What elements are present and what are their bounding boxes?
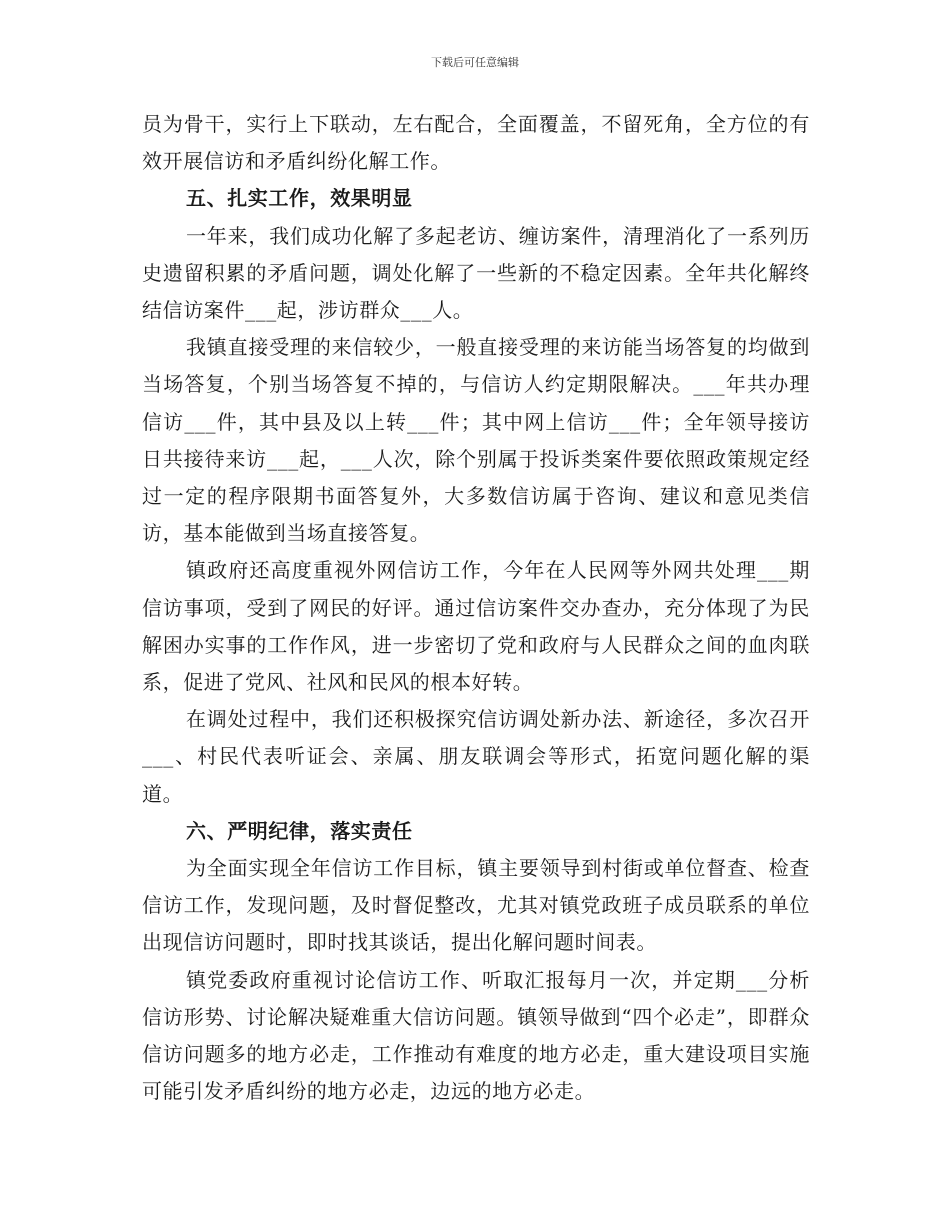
paragraph-leadership-supervision: 为全面实现全年信访工作目标，镇主要领导到村街或单位督查、检查信访工作，发现问题，及时督促整改，尤其对镇党政班子成员联系的单位出现信访问题时，即时找其谈话，提出化解问题时间表。 [142, 856, 810, 955]
paragraph-four-must-visits: 镇党委政府重视讨论信访工作、听取汇报每月一次，并定期___分析信访形势、讨论解决疑难重大信访问题。镇领导做到“四个必走”，即群众信访问题多的地方必走，工作推动有难度的地方必走，重大建设项目实施可能引发矛盾纠纷的地方必走，边远的地方必走。 [142, 967, 810, 1104]
paragraph-mediation-methods: 在调处过程中，我们还积极探究信访调处新办法、新途径，多次召开___、村民代表听证会、亲属、朋友联调会等形式，拓宽问题化解的渠道。 [142, 707, 810, 806]
paragraph-letters-visits: 我镇直接受理的来信较少，一般直接受理的来访能当场答复的均做到当场答复，个别当场答复不掉的，与信访人约定期限解决。___年共办理信访___件，其中县及以上转___件；其中网上信访___件；全年领导接访日共接待来访___起，___人次，除个别属于投诉类案件要依照政策规定经过一定的程序限期书面答复外，大多数信访属于咨询、建议和意见类信访，基本能做到当场直接答复。 [142, 335, 810, 546]
section-heading-6: 六、严明纪律，落实责任 [186, 818, 413, 843]
document-body [142, 106, 810, 1110]
paragraph-online-petitions: 镇政府还高度重视外网信访工作，今年在人民网等外网共处理___期信访事项，受到了网民的好评。通过信访案件交办查办，充分体现了为民解困办实事的工作作风，进一步密切了党和政府与人民群众之间的血肉联系，促进了党风、社风和民风的根本好转。 [142, 558, 810, 695]
paragraph-results-summary: 一年来，我们成功化解了多起老访、缠访案件，清理消化了一系列历史遗留积累的矛盾问题，调处化解了一些新的不稳定因素。全年共化解终结信访案件___起，涉访群众___人。 [142, 223, 810, 323]
section-heading-5: 五、扎实工作，效果明显 [186, 186, 413, 211]
paragraph-continuation: 员为骨干，实行上下联动，左右配合，全面覆盖，不留死角，全方位的有效开展信访和矛盾纠纷化解工作。 [142, 112, 810, 174]
header-note: 下载后可任意编辑 [431, 56, 519, 69]
